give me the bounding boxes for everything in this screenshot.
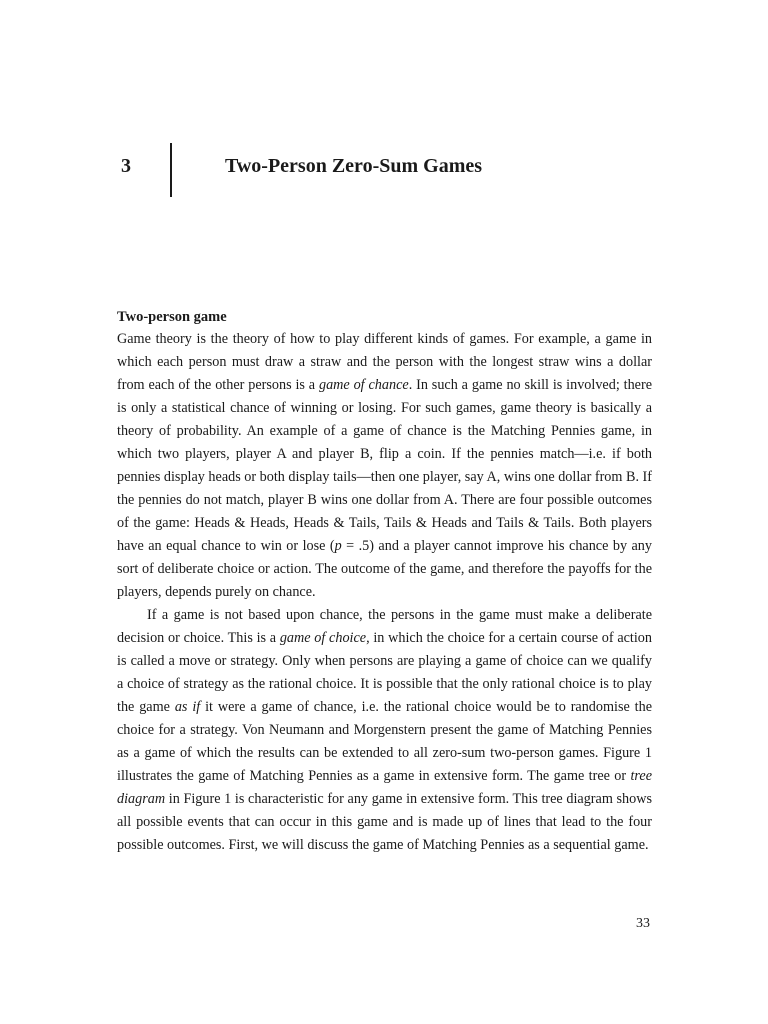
p2-emphasis-game-of-choice: game of choice <box>279 630 367 646</box>
page-number: 33 <box>636 916 650 931</box>
p1-text-1: Game theory is the theory of how to play different kinds of games. For example, a game in which each person must draw a straw and the person with the longest straw wins a dollar from each of the other persons is a <box>117 331 652 393</box>
paragraph-2 <box>117 604 652 857</box>
section-heading: Two-person game <box>117 309 227 325</box>
p2-text-1: If a game is not based upon chance, the persons in the game must make a deliberate decision or choice. This is a <box>117 607 652 646</box>
p1-text-2: . In such a game no skill is involved; there is only a statistical chance of winning or losing. For such games, game theory is basically a theory of probability. An example of a game of chance is the Matching Pennies game, in which two players, player A and player B, flip a coin. If the pennies match—i.e. if both pennies display heads or both display tails—then one player, say A, wins one dollar from B. If the pennies do not match, player B wins one dollar from A. There are four possible outcomes of the game: Heads & Heads, Heads & Tails, Tails & Heads and Tails & Tails. Both players have an equal chance to win or lose ( <box>117 377 652 554</box>
p2-emphasis-as-if: as if <box>174 699 201 715</box>
p2-emphasis-tree-diagram: tree diagram <box>117 768 652 807</box>
p1-emphasis-p: p <box>334 538 342 554</box>
paragraph-1 <box>117 328 652 604</box>
chapter-title: Two-Person Zero-Sum Games <box>225 155 483 177</box>
p2-text-4: in Figure 1 is characteristic for any game in extensive form. This tree diagram shows all possible events that can occur in this game and is made up of lines that lead to the four possible outcomes. First, we will discuss the game of Matching Pennies as a sequential game. <box>117 791 652 853</box>
chapter-header <box>0 0 768 220</box>
chapter-divider-rule <box>170 143 172 197</box>
p1-emphasis-game-of-chance: game of chance <box>318 377 409 393</box>
p2-text-3: it were a game of chance, i.e. the rational choice would be to randomise the choice for a strategy. Von Neumann and Morgenstern present the game of Matching Pennies as a game of which the results can be extended to all zero-sum two-person games. Figure 1 illustrates the game of Matching Pennies as a game in extensive form. The game tree or <box>117 699 653 784</box>
p2-text-2: , in which the choice for a certain course of action is called a move or strategy. Only when persons are playing a game of choice can we qualify a choice of strategy as the rational choice. It is possible that the only rational choice is to play the game <box>117 630 652 715</box>
chapter-number: 3 <box>121 155 131 177</box>
p1-text-3: = .5) and a player cannot improve his chance by any sort of deliberate choice or action. The outcome of the game, and therefore the payoffs for the players, depends purely on chance. <box>117 538 652 600</box>
section-two-person-game <box>117 306 652 857</box>
